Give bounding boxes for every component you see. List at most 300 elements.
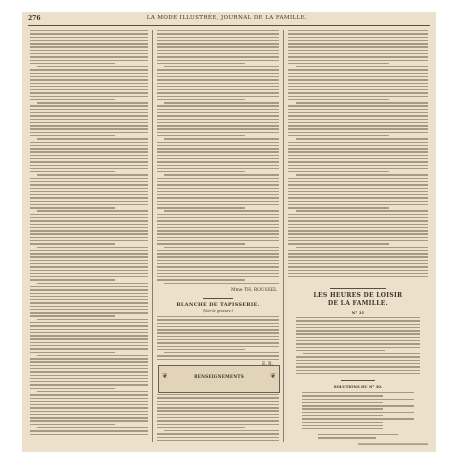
text-line [157,37,279,38]
text-line [30,329,148,330]
text-line [288,46,428,47]
column-divider-2 [283,30,284,442]
text-line [30,201,148,202]
text-line [164,352,279,353]
text-line [288,53,428,54]
text-line [30,286,148,287]
text-line [164,247,279,248]
text-line [157,230,279,231]
text-line [30,299,148,300]
text-line [30,309,148,310]
section-rule [330,288,386,289]
text-line [157,349,245,350]
text-line [30,33,148,34]
text-line [37,210,148,211]
text-line [157,155,279,156]
text-line [30,230,148,231]
text-line [164,283,279,284]
text-line [157,256,279,257]
text-line [157,197,279,198]
text-line [30,430,148,431]
text-line [157,437,279,438]
text-line [30,168,148,169]
text-line [157,89,279,90]
text-line [157,76,279,77]
column-divider-1 [152,30,153,442]
text-line [157,69,279,70]
column-2-text-top [157,30,279,286]
text-line [288,237,428,238]
text-line [288,230,428,231]
text-line [288,191,428,192]
text-line [30,99,115,100]
text-line [164,174,279,175]
text-line [157,165,279,166]
text-line [157,171,245,172]
text-line [288,50,428,51]
text-line [30,378,148,379]
text-line [30,92,148,93]
text-line [30,420,148,421]
page-number: 276 [28,15,41,22]
column-3-poem [296,317,420,376]
text-line [318,437,376,438]
text-line [30,105,148,106]
text-line [302,412,414,413]
text-line [157,316,279,317]
text-line [30,289,148,290]
text-line [30,191,148,192]
column-2-text-article [157,316,279,362]
text-line [30,312,148,313]
text-line [30,335,148,336]
text-line [30,332,148,333]
text-line [157,96,279,97]
text-line [157,33,279,34]
column-1-text [30,30,148,437]
text-line [30,148,148,149]
text-line [157,326,279,327]
text-line [288,266,428,267]
text-line [30,217,148,218]
text-line [157,142,279,143]
text-line [30,352,115,353]
text-line [157,355,279,356]
text-line [30,30,148,31]
text-line [288,233,428,234]
text-line [288,227,428,228]
text-line [30,115,148,116]
text-line [157,79,279,80]
text-line [296,333,420,334]
text-line [157,109,279,110]
page-footer [358,442,428,447]
text-line [30,122,148,123]
text-line [157,53,279,54]
text-line [288,30,428,31]
text-line [157,105,279,106]
ornament-left-icon: ❦ [162,372,168,380]
running-title: LA MODE ILLUSTRÉE, JOURNAL DE LA FAMILLE. [146,15,308,21]
text-line [157,440,279,441]
text-line [318,434,398,435]
text-line [157,191,279,192]
text-line [157,253,279,254]
text-line [296,247,428,248]
text-line [157,207,245,208]
text-line [30,109,148,110]
text-line [288,240,428,241]
text-line [157,63,245,64]
text-line [157,227,279,228]
text-line [296,174,428,175]
text-line [30,424,115,425]
text-line [288,135,389,136]
text-line [30,361,148,362]
text-line [30,315,115,316]
text-line [288,171,389,172]
text-line [37,283,148,284]
text-line [30,404,148,405]
text-line [157,73,279,74]
text-line [30,273,148,274]
text-line [157,46,279,47]
text-line [288,112,428,113]
text-line [288,263,428,264]
text-line [157,188,279,189]
text-line [288,184,428,185]
text-line [288,204,428,205]
text-line [157,243,245,244]
text-line [157,339,279,340]
text-line [30,384,148,385]
text-line [30,417,148,418]
text-line [288,207,389,208]
text-line [30,197,148,198]
text-line [288,161,428,162]
text-line [288,86,428,87]
section-title-line2: DE LA FAMILLE. [327,300,389,307]
column-3-text-top [288,30,428,279]
text-line [157,40,279,41]
text-line [288,214,428,215]
text-line [288,201,428,202]
text-line [37,355,148,356]
separator-rule [203,298,232,299]
text-line [30,83,148,84]
text-line [157,414,279,415]
puzzle-number: N° 31 [351,310,365,315]
text-line [296,366,420,367]
text-line [288,151,428,152]
text-line [288,250,428,251]
text-line [157,112,279,113]
text-line [30,142,148,143]
text-line [157,43,279,44]
text-line [296,324,420,325]
text-line [302,405,414,406]
text-line [30,204,148,205]
text-line [288,69,428,70]
text-line [302,408,383,409]
text-line [157,151,279,152]
text-line [157,224,279,225]
text-line [157,132,279,133]
text-line [37,102,148,103]
text-line [157,329,279,330]
text-line [157,250,279,251]
text-line [157,178,279,179]
text-line [30,411,148,412]
text-line [288,155,428,156]
text-line [288,83,428,84]
text-line [30,40,148,41]
text-line [157,233,279,234]
column-1 [30,30,148,444]
text-line [30,342,148,343]
solutions-grid [302,392,414,431]
text-line [296,363,420,364]
text-line [30,178,148,179]
text-line [157,342,279,343]
text-line [30,256,148,257]
text-line [288,220,428,221]
text-line [288,181,428,182]
text-line [157,410,279,411]
text-line [30,371,148,372]
solutions-rule [341,380,375,381]
text-line [30,414,148,415]
text-line [296,350,385,351]
text-line [30,158,148,159]
text-line [30,132,148,133]
text-line [157,401,279,402]
text-line [157,204,279,205]
text-line [30,401,148,402]
text-line [296,356,420,357]
text-line [157,125,279,126]
text-line [30,240,148,241]
text-line [288,276,428,277]
text-line [30,155,148,156]
text-line [302,415,383,416]
text-line [30,220,148,221]
text-line [288,168,428,169]
text-line [30,56,148,57]
text-line [157,201,279,202]
text-line [164,66,279,67]
text-line [157,397,279,398]
newspaper-page [22,12,436,452]
footer-imprint-rule [358,442,428,446]
text-line [296,66,428,67]
text-line [157,260,279,261]
text-line [157,270,279,271]
text-line [157,427,245,428]
column-3 [288,30,428,444]
text-line [30,89,148,90]
text-line [288,89,428,90]
text-line [30,69,148,70]
text-line [288,224,428,225]
text-line [30,165,148,166]
text-line [30,76,148,77]
text-line [157,220,279,221]
text-line [30,119,148,120]
text-line [157,99,245,100]
text-line [157,214,279,215]
text-line [157,359,279,360]
text-line [30,112,148,113]
text-line [288,33,428,34]
text-line [30,237,148,238]
text-line [37,174,148,175]
text-line [30,227,148,228]
text-line [288,40,428,41]
text-line [30,46,148,47]
text-line [30,207,115,208]
text-line [30,194,148,195]
text-line [296,347,420,348]
text-line [30,279,115,280]
text-line [288,96,428,97]
text-line [157,240,279,241]
text-line [30,96,148,97]
text-line [288,115,428,116]
text-line [302,395,383,396]
text-line [30,37,148,38]
text-line [288,119,428,120]
text-line [30,348,148,349]
text-line [157,83,279,84]
text-line [164,210,279,211]
text-line [37,391,148,392]
text-line [30,338,148,339]
text-line [30,394,148,395]
renseignements-box [158,365,280,393]
text-line [37,319,148,320]
text-line [302,428,383,429]
renseignements-title: RENSEIGNEMENTS [194,374,244,379]
text-line [37,66,148,67]
text-line [157,217,279,218]
header-rule [28,25,430,26]
text-line [157,433,279,434]
text-line [157,145,279,146]
text-line [30,135,115,136]
text-line [288,256,428,257]
text-line [157,194,279,195]
text-line [288,125,428,126]
text-line [288,148,428,149]
text-line [30,306,148,307]
text-line [288,142,428,143]
article-subtitle: (Voir la gravure.) [202,309,234,313]
text-line [288,92,428,93]
text-line [288,105,428,106]
text-line [30,358,148,359]
text-line [30,407,148,408]
text-line [30,302,148,303]
text-line [157,128,279,129]
signature-top: Mme TH. ROUSSEL [231,288,277,293]
text-line [157,276,279,277]
text-line [157,92,279,93]
text-line [157,237,279,238]
text-line [288,132,428,133]
text-line [157,263,279,264]
text-line [30,181,148,182]
text-line [30,293,148,294]
section-title-line1: LES HEURES DE LOISIR [313,292,403,299]
text-line [288,43,428,44]
text-line [157,417,279,418]
text-line [164,430,279,431]
text-line [30,322,148,323]
text-line [157,394,279,395]
text-line [288,145,428,146]
text-line [30,145,148,146]
text-line [302,392,414,393]
text-line [296,337,420,338]
text-line [30,79,148,80]
text-line [157,30,279,31]
text-line [296,102,428,103]
text-line [288,37,428,38]
text-line [302,425,383,426]
text-line [30,368,148,369]
text-line [303,353,420,354]
text-line [30,325,148,326]
text-line [288,253,428,254]
text-line [30,43,148,44]
text-line [30,375,148,376]
text-line [30,243,115,244]
text-line [288,188,428,189]
text-line [157,424,279,425]
text-line [296,330,420,331]
text-line [288,158,428,159]
text-line [288,273,428,274]
text-line [288,56,428,57]
text-line [37,247,148,248]
text-line [30,365,148,366]
text-line [30,128,148,129]
text-line [30,151,148,152]
solutions-title: SOLUTIONS DU N° 30. [333,384,383,389]
text-line [157,115,279,116]
text-line [30,63,115,64]
text-line [30,171,115,172]
text-line [30,224,148,225]
text-line [30,266,148,267]
text-line [37,138,148,139]
text-line [157,50,279,51]
text-line [30,60,148,61]
text-line [288,60,428,61]
text-line [30,250,148,251]
text-line [302,418,414,419]
text-line [30,260,148,261]
text-line [157,168,279,169]
text-line [296,317,420,318]
text-line [288,128,428,129]
text-line [288,79,428,80]
text-line [157,56,279,57]
text-line [30,434,148,435]
article-title: BLANCHE DE TAPISSERIE. [176,302,260,308]
text-line [157,346,279,347]
